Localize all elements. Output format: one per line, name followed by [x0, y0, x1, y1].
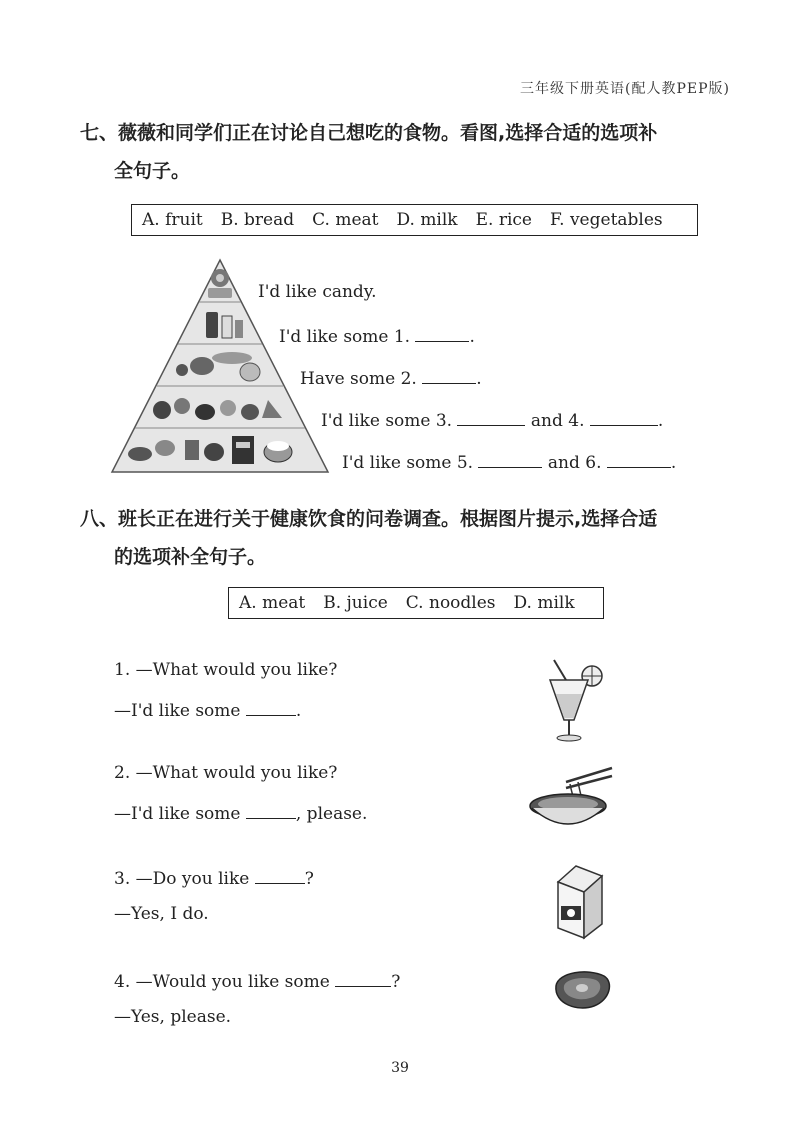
blank-6[interactable]	[607, 450, 671, 468]
question-punct: ?	[304, 869, 314, 889]
section-8-title-line2: 的选项补全句子。	[114, 546, 267, 568]
line-text: Have some 2.	[300, 369, 417, 389]
question-text: 1. —What would you like?	[114, 660, 338, 680]
line-text: I'd like some 5.	[342, 453, 474, 473]
line-punct: .	[476, 369, 482, 389]
section-8-title-line1: 八、班长正在进行关于健康饮食的问卷调查。根据图片提示,选择合适	[80, 508, 658, 530]
section-8-options-box	[228, 587, 604, 619]
blank-3[interactable]	[457, 408, 525, 426]
answer-blank-2[interactable]	[246, 801, 296, 819]
pyramid-line-1	[279, 324, 475, 347]
pyramid-line-5-6	[342, 450, 676, 473]
answer-text: —Yes, please.	[114, 1007, 232, 1027]
answer-4-line	[114, 1007, 231, 1027]
option: E. rice	[475, 210, 532, 230]
option: F. vegetables	[550, 210, 663, 230]
question-text: 4. —Would you like some	[114, 972, 330, 992]
option: C. noodles	[405, 593, 496, 613]
line-punct: .	[469, 327, 475, 347]
answer-blank-1[interactable]	[246, 698, 296, 716]
answer-punct: .	[295, 701, 302, 721]
section-8-title	[80, 500, 740, 576]
question-blank-4[interactable]	[335, 969, 391, 987]
question-4-line	[114, 969, 400, 992]
question-text: 3. —Do you like	[114, 869, 250, 889]
pyramid-line-2	[300, 366, 482, 389]
question-punct: ?	[391, 972, 401, 992]
answer-2-line	[114, 801, 367, 824]
option: C. meat	[312, 210, 379, 230]
question-1-line	[114, 660, 337, 680]
option: D. milk	[396, 210, 458, 230]
blank-5[interactable]	[478, 450, 542, 468]
answer-text: —I'd like some	[114, 804, 241, 824]
line-text: I'd like some 1.	[279, 327, 411, 347]
pyramid-line-3-4	[321, 408, 663, 431]
answer-3-line	[114, 904, 209, 924]
option: A. meat	[239, 593, 306, 613]
answer-text: —Yes, I do.	[114, 904, 209, 924]
option: B. bread	[220, 210, 295, 230]
option: D. milk	[513, 593, 575, 613]
blank-4[interactable]	[590, 408, 658, 426]
pyramid-line-candy	[258, 282, 377, 302]
meat-icon	[548, 966, 614, 1012]
line-text: and 4.	[530, 411, 585, 431]
question-text: 2. —What would you like?	[114, 763, 338, 783]
section-7-options-box	[131, 204, 698, 236]
question-3-line	[114, 866, 314, 889]
section-7-title	[80, 114, 740, 190]
line-text: I'd like candy.	[258, 282, 377, 302]
section-7-title-line1: 七、薇薇和同学们正在讨论自己想吃的食物。看图,选择合适的选项补	[80, 122, 658, 144]
line-text: I'd like some 3.	[321, 411, 453, 431]
page-number: 39	[391, 1060, 409, 1076]
answer-text: —I'd like some	[114, 701, 241, 721]
noodles-icon	[526, 764, 616, 828]
milk-carton-icon	[552, 862, 608, 942]
question-2-line	[114, 763, 337, 783]
option: A. fruit	[142, 210, 203, 230]
option: B. juice	[323, 593, 388, 613]
line-punct: .	[670, 453, 677, 473]
line-punct: .	[657, 411, 664, 431]
juice-icon	[540, 658, 610, 744]
answer-1-line	[114, 698, 301, 721]
section-7-title-line2: 全句子。	[114, 160, 191, 182]
question-blank-3[interactable]	[255, 866, 305, 884]
blank-1[interactable]	[415, 324, 469, 342]
blank-2[interactable]	[422, 366, 476, 384]
line-text: and 6.	[547, 453, 602, 473]
page-header: 三年级下册英语(配人教PEP版)	[520, 81, 730, 97]
answer-punct: , please.	[295, 804, 368, 824]
